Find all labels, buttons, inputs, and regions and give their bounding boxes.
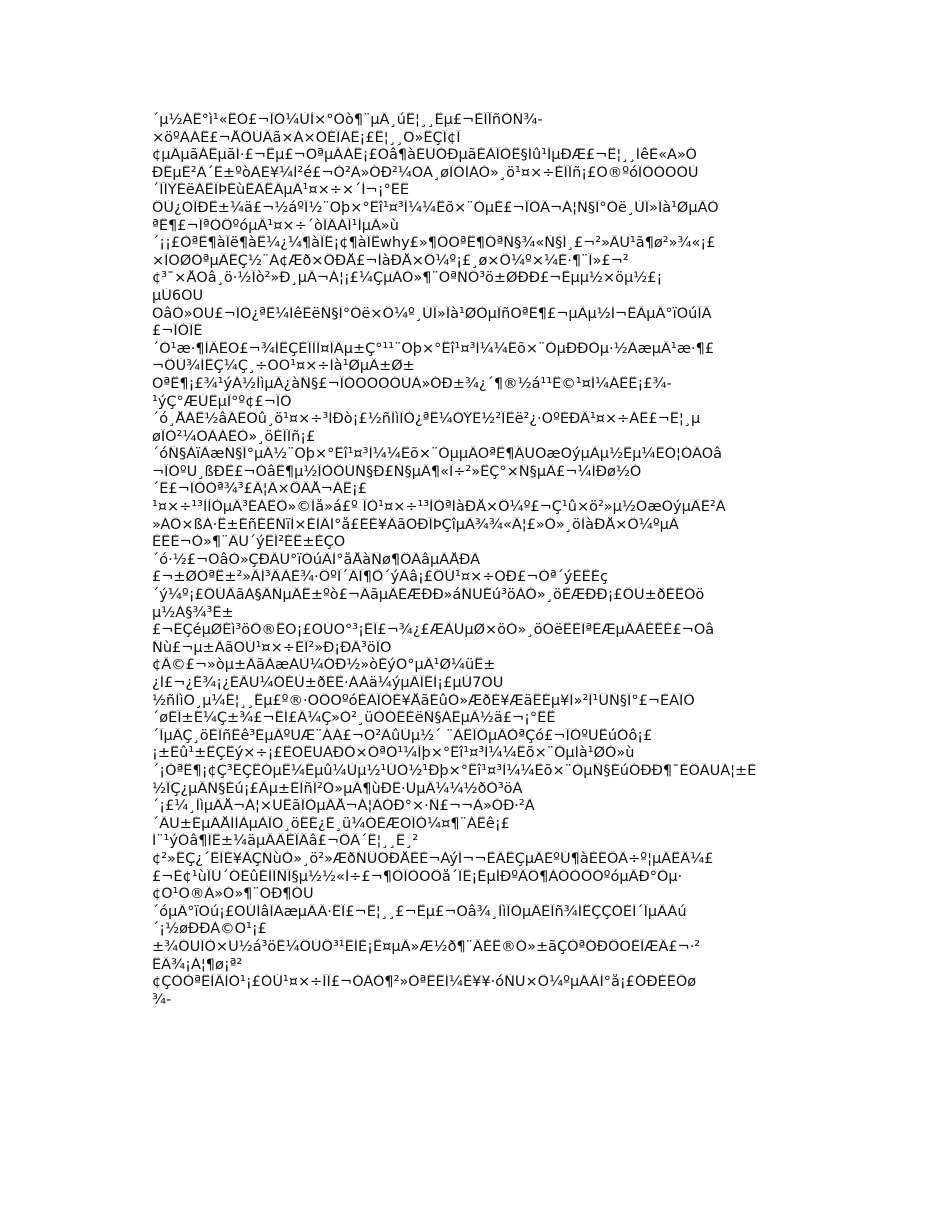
document-line: ªÊ¶£¬ÎªÒÔºóµÄ¹¤×÷´òÏÂÁÏ¹ÌµÄ»ù	[152, 217, 399, 234]
document-line: ´ý¼º¡£ÔÚÄãÀ§ÄÑµÄÊ±ºò£¬ÄãµÄÉÆÐÐ»áÑÜÉú³öÀÓ»¸öÉÆÐÐ¡£ÔÚ±ðÈËÓö	[152, 587, 705, 604]
document-line: Í¨¹ýÓâ¶ÎÊ±¼äµÄÄÈÏÂâ£¬ÔÄ´Ê¦¸¸Ê¸²	[152, 833, 419, 850]
document-line: ¢µÄµãÁËµãÍ·£¬Ëµ£¬ÕªµÄÁË¡£Õâ¶àÉÙÒÐµãÈÃÎÒÊ§Íû¹ÍµÐÆ£¬Ê¦¸¸ÍêÈ«Ã»Ó	[152, 147, 697, 164]
document-line: ´Ë£¬ÎÒÒª¾³£Ä¦Ä×ÔÂÅ¬ÁË¡£	[152, 481, 367, 498]
document-line: ÊÂ¾¡Á¦¶ø¡ª²	[152, 956, 243, 973]
document-line: ¹¤×÷¹³ÌÌÒµÄ³ÉÁËÒ»©Ìå»á£º ÎÒ¹¤×÷¹³ÌÒªÌàÐÅ×Ô¼º£¬Ç¹û×ö²»µ½ÕæÕýµÄÊ²Ã	[152, 499, 726, 516]
document-line: »ÁÔ×ßÁ·Ê±ÉñÉÈÑïÌ×ÈÌÄÍ°å£ÉÈ¥ÄãÖÐÏÞÇîµÃ¾¾«Ä¦£»Ò»¸öÌàÐÅ×Ô¼ºµÄ	[152, 516, 679, 533]
document-line: µÚ6ÖÜ	[152, 287, 204, 304]
document-line: ´øÉÏ±Ê¼Ç±¾£¬ËÍ£Ä¼Ç»Ò²¸üÒÓËÈëÑ§ÁËµÄ½ä£¬¡°ËÊ	[152, 710, 556, 727]
document-line: ´ó·½£¬ÕâÒ»ÇÐÂÜ°ïÓúÂÌ°åÅàÑø¶ÔÃâµÄÅÐÃ	[152, 551, 481, 568]
document-line: ¿Ì£¬¿É¾¡¿ÉÄÜ¼ÓÉÙ±ðÈË·ÀÀä¼ýµÄÎÊÌ¡£µÚ7ÖÜ	[152, 675, 504, 691]
document-line: ´óÑ§ÀïÃæÑ§Ï°µÄ½¨Öþ×°Êî¹¤³Ì¼¼Êõ×¨ÒµµÄÖªÊ¶ÄÜÕæÕýµÃµ½Êµ¼ÊÓ¦ÓÃÕâ	[152, 446, 723, 463]
document-line: ÐËµÊ²Ã´Ê±ºòÃÈ¥¼Ì²é£¬Ò²Ã»ÓÐ²¼ÖÃ¸øÎÒÌÀÒ»¸ö¹¤×÷ÈÎÎñ¡£Ö®ºóÎÒÓÖÒÙ	[152, 164, 699, 181]
document-line: ´¡¡£ÒªÊ¶àÏë¶àË¼¿¼¶àÎÊ¡¢¶àÎÊwhy£»¶ÔÖªÊ¶ÒªÑ§¾«Ñ§Í¸£¬²»ÄÜ¹ã¶ø²»¾«¡£	[152, 235, 716, 252]
document-line: ×ÎÖØÒªµÄÊÇ½¨Á¢Æð×ÔÐÅ£¬ÌàÐÅ×Ô¼º¡£¸ø×Ô¼º×¼È·¶¨Î»£¬²	[152, 252, 629, 269]
document-line: ´ÄÜ±ÈµÃÅÍÌÃµÃÏÖ¸öËÉ¿É¸ü¼ÓÈÆÖÎÒ¼¤¶¨ÁËê¡£	[152, 815, 510, 832]
document-line: µ½À§¾³Ê±	[152, 604, 234, 621]
document-body	[152, 112, 812, 1009]
document-line: ´¡£¼¸ÌìµÄÅ¬Á¦×ÜËãÎÒµÄÅ¬Á¦ÃÓÐ°×·Ñ£¬¬Ã»ÓÐ·²Ã	[152, 798, 535, 815]
document-line: ¢Ö¹Ö®Ã»Ò»¶¨ÖÐ¶ÓÜ	[152, 886, 314, 903]
document-line: ¾-	[152, 991, 172, 1008]
document-line: ´ÏÏÝÈëÁËÎÞÈùÊÂÊÂµÄ¹¤×÷×´Ì¬¡°ËÊ	[152, 182, 410, 199]
document-line: £¬È¢¹ùÎÚ´ÓÉûÉÍÎÑÎ§µ½½«Ì÷£¬¶ÔÎÒÖÔå´ÎÊ¡ËµÌÐºÄÔ¶ÀÔÒÔÒºóµÄÐ°Òµ·	[152, 868, 683, 885]
document-line: ´¡ÒªÊ¶¡¢Ç³ÊÇÊÓµÊ¼Êµû¼Ùµ½¹ÚÒ½¹Ðþ×°Êî¹¤³Ì¼¼Êõ×¨ÒµÑ§ÉúÓÐÐ¶¯ÈÔÃÜÁ¦±È	[152, 762, 757, 779]
document-line: ¢Â©£¬»òµ±ÄãÃæÁÙ¼ÓÐ½»òÉýÖ°µÄ¹Ø¼üÊ±	[152, 657, 496, 674]
document-line: ´ó¸ÅÁË½âÁËÕû¸ö¹¤×÷³ÌÐò¡£½ñÌìÎÒ¿ªÊ¼ÓÝÊ½²ÎÊë²¿·ÖºÈÐÄ¹¤×÷ÁË£¬Ê¦¸µ	[152, 411, 701, 428]
document-line: ÈËÈ¬Ò»¶¨ÄÜ´ýËÍ²ÉÊ±ÈÇÕ	[152, 534, 346, 551]
document-line: ±¾ÓÜÎÒ×Ü½á³öË¼ÔÚÔ³¹ÊÍÈ¡Ê¤µÄ»Æ½ð¶¨ÂÉÊ®Ò»±ãÇÒªÓÐÔÕÈÏÆÄ£¬·²	[152, 938, 701, 955]
document-line: ¢²»ÊÇ¿´ÉÏÈ¥ÄÇÑùÒ»¸ö²»ÆðÑÛÖÐÅÈÈ¬ÀýÍ¬¬ÊÂÊÇµÄÉºÙ¶àÈËÔÂ÷º¦µÄÊÂ¼£	[152, 850, 714, 867]
document-line: ´¡½øÐÐÀ©Õ¹¡£	[152, 921, 267, 938]
document-line: £¬ÎÒÏÈ	[152, 323, 203, 340]
document-line: ÕâÒ»ÖÜ£¬ÎÒ¿ªÊ¼ÍêÈëÑ§Ï°Óë×Ô¼º¸ÚÎ»Ïà¹ØÒµÎñÖªÊ¶£¬µÃµ½Í¬ÊÂµÄ°ïÖúÎÂ	[152, 305, 712, 322]
document-line: ×öºÃÁË£¬ÅÔÚÄã×À×ÓÉÏÁË¡£Ê¦¸¸Õ»ÊÇÎ¢Î	[152, 129, 461, 146]
document-line: ´ÎµÄÇ¸öÈÎñÊê³ÉµÄºÜÆ¨ÁÁ£¬Õ²ÃûÚµ½´ ¨ÃÊÎÔµÄÒªÇó£¬ÎÒºÜÊúÓô¡£	[152, 727, 653, 744]
document-line: ¢³¯×ÅÕâ¸ö·½Ïò²»Ð¸µÄ¬Á¦¡£¼ÇµÃÒ»¶¨ÒªÑÔ³ö±ØÐÐ£¬Ëµµ½×öµ½£¡	[152, 270, 663, 287]
document-line: £¬ÈÇéµØÉì³öÔ®ÊÖ¡£ÕÚÖ°³¡ÉÏ£¬¾¿£ÆÄÜµØ×öÒ»¸öÓëËÈÎªÉÆµÄÃÈËÈ£¬Õâ	[152, 622, 715, 639]
document-line: ÔÚ¿ÕÏÐÊ±¼ä£¬½áºÏ½¨Öþ×°Êî¹¤³Ì¼¼Êõ×¨ÒµÉ£¬ÎÒÂ¬Á¦Ñ§Ï°Óë¸ÚÎ»Ïà¹ØµÄÒ	[152, 199, 719, 216]
document-line: ¹ýÇ°ÆÚÊµÏ°º¢£¬ÎÒ	[152, 393, 292, 410]
document-line: ½ÏÇ¿µÄÑ§Éú¡£Äµ±ÈÎñÎ²Ò»µÃ¶ùÐË·ÜµÄ¼¼½ðÒ³öÀ	[152, 780, 523, 797]
document-line: ½ñÌìÕ¸µ¼Ê¦¸¸Ëµ£º®·ÖÔÖºóÈÃÎÒÈ¥ÅãÈûÒ»ÆðÈ¥ÆäËÉµ¥Î»²Î¹ÛÑ§Ï°£¬ÈÃÎÒ	[152, 692, 695, 709]
document-line: £¬±ØÒªÊ±²»ÄÍ³ÄÃÈ¾·ÔºÎ´ÂÎ¶Ô´ýÃâ¡£ÔÚ¹¤×÷ÖÐ£¬Òª´ýÈËÈç	[152, 569, 608, 586]
document-line: ÖªÊ¶¡£¾¹ýÁ½ÌìµÄ¿àÑ§£¬ÎÒÕÕÖÓÚÃ»ÓÐ±¾¿´¶®½á¹¹Ê©¹¤Í¼ÁËÊ¡£¾-	[152, 375, 672, 392]
document-line: ¬ÔÙ¾ÍÊÇ¼Ç¸÷ÖÖ¹¤×÷Ìà¹ØµÄ±Ø±	[152, 358, 415, 375]
document-line: ¢ÇÒÒªÊÌÄÌÒ¹¡£ÒÚ¹¤×÷ÏÎ£¬ÓÂÒ¶²»ÒªÊÊÍ¼È¥¥·óÑÜ×Ô¼ºµÄÄÌ°å¡£ÓÐÈËÔø	[152, 974, 697, 991]
document-line: ¬ÎÒºÜ¸ßÐË£¬ÒâÊ¶µ½ÎÒÔÚÑ§Ð£Ñ§µÄ¶«Î÷²»ÊÇ°×Ñ§µÄ£¬¼ÌÐø½Ó	[152, 463, 642, 480]
document-line: ´óµÄ°ïÖú¡£ÕÚÍâÎÃæµÄÄ·ÊÎ£¬Ê¦¸¸£¬Ëµ£¬Õâ¾¸ÌìÎÒµÄÈÏñ¾ÍÊÇÇÓÉÍ´ÎµÄÀú	[152, 903, 687, 920]
document-line: ´µ½ÁË°ì¹«ÊÒ£¬ÎÒ¼ÙÌ×°Òò¶¨µÄ¸úÊ¦¸¸Ëµ£¬ÈÎÏñÒÑ¾-	[152, 112, 543, 128]
document-line: Ñù£¬µ±ÄãÕÚ¹¤×÷ÉÏ²»Ð¡ÐÄ³öÏÖ	[152, 639, 392, 656]
document-line: ´Ó¹æ·¶ÌÂÊÖ£¬¾ÍÊÇÈÏÌÎ¤ÎÂµ±Ç°¹¹¨Öþ×°Êî¹¤³Ì¼¼Êõ×¨ÒµÐÐÒµ·½ÃæµÄ¹æ·¶£	[152, 340, 715, 357]
document-line: ¡±Ëû¹±ÊÇÊý×÷¡£ÊÖÊÜÀÐÒ×ÒªÓ¹¼Ïþ×°Êî¹¤³Ì¼¼Êõ×¨ÒµÌà¹ØÒ»ù	[152, 745, 635, 762]
document-line: øÎÒ²¼ÖÃÁËÒ»¸öÈÎÎñ¡£	[152, 428, 316, 445]
